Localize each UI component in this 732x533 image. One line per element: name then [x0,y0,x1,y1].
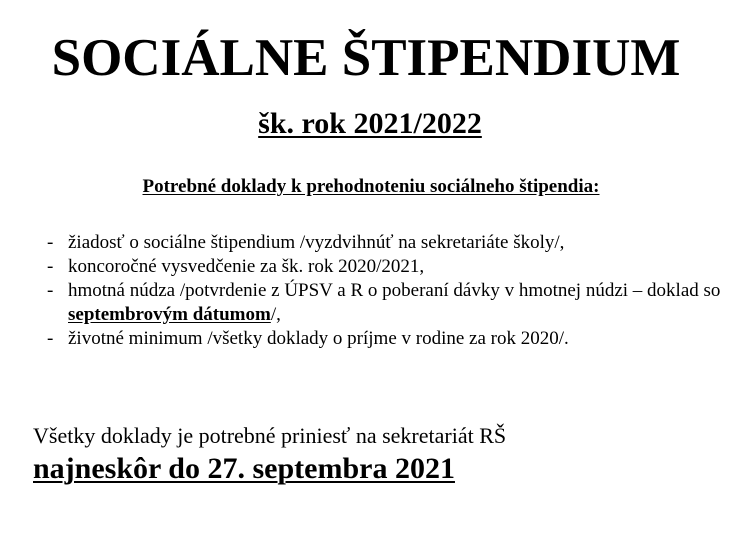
school-year: šk. rok 2021/2022 [258,107,482,140]
requirement-text: hmotná núdza /potvrdenie z ÚPSV a R o poberaní dávky v hmotnej núdzi – doklad so [68,280,721,301]
submission-note: Všetky doklady je potrebné priniesť na sekretariát RŠ [33,423,507,448]
list-item [47,231,727,255]
deadline: najneskôr do 27. septembra 2021 [33,452,455,485]
bullet-dash: - [47,328,54,349]
list-item [47,327,727,351]
requirement-text: koncoročné vysvedčenie za šk. rok 2020/2021, [68,256,425,277]
bullet-dash: - [47,280,54,301]
bullet-dash: - [47,256,54,277]
list-item [47,255,727,279]
bullet-dash: - [47,232,54,253]
requirement-text-end: /, [270,304,281,325]
requirement-text: žiadosť o sociálne štipendium /vyzdvihnúť na sekretariáte školy/, [68,232,565,253]
requirement-text: životné minimum /všetky doklady o príjme v rodine za rok 2020/. [68,328,569,349]
section-heading: Potrebné doklady k prehodnoteniu sociálneho štipendia: [142,176,600,197]
requirements-list [47,231,727,351]
list-item [47,279,727,327]
document-title: SOCIÁLNE ŠTIPENDIUM [51,29,681,87]
requirement-emphasis: septembrovým dátumom [68,304,271,325]
